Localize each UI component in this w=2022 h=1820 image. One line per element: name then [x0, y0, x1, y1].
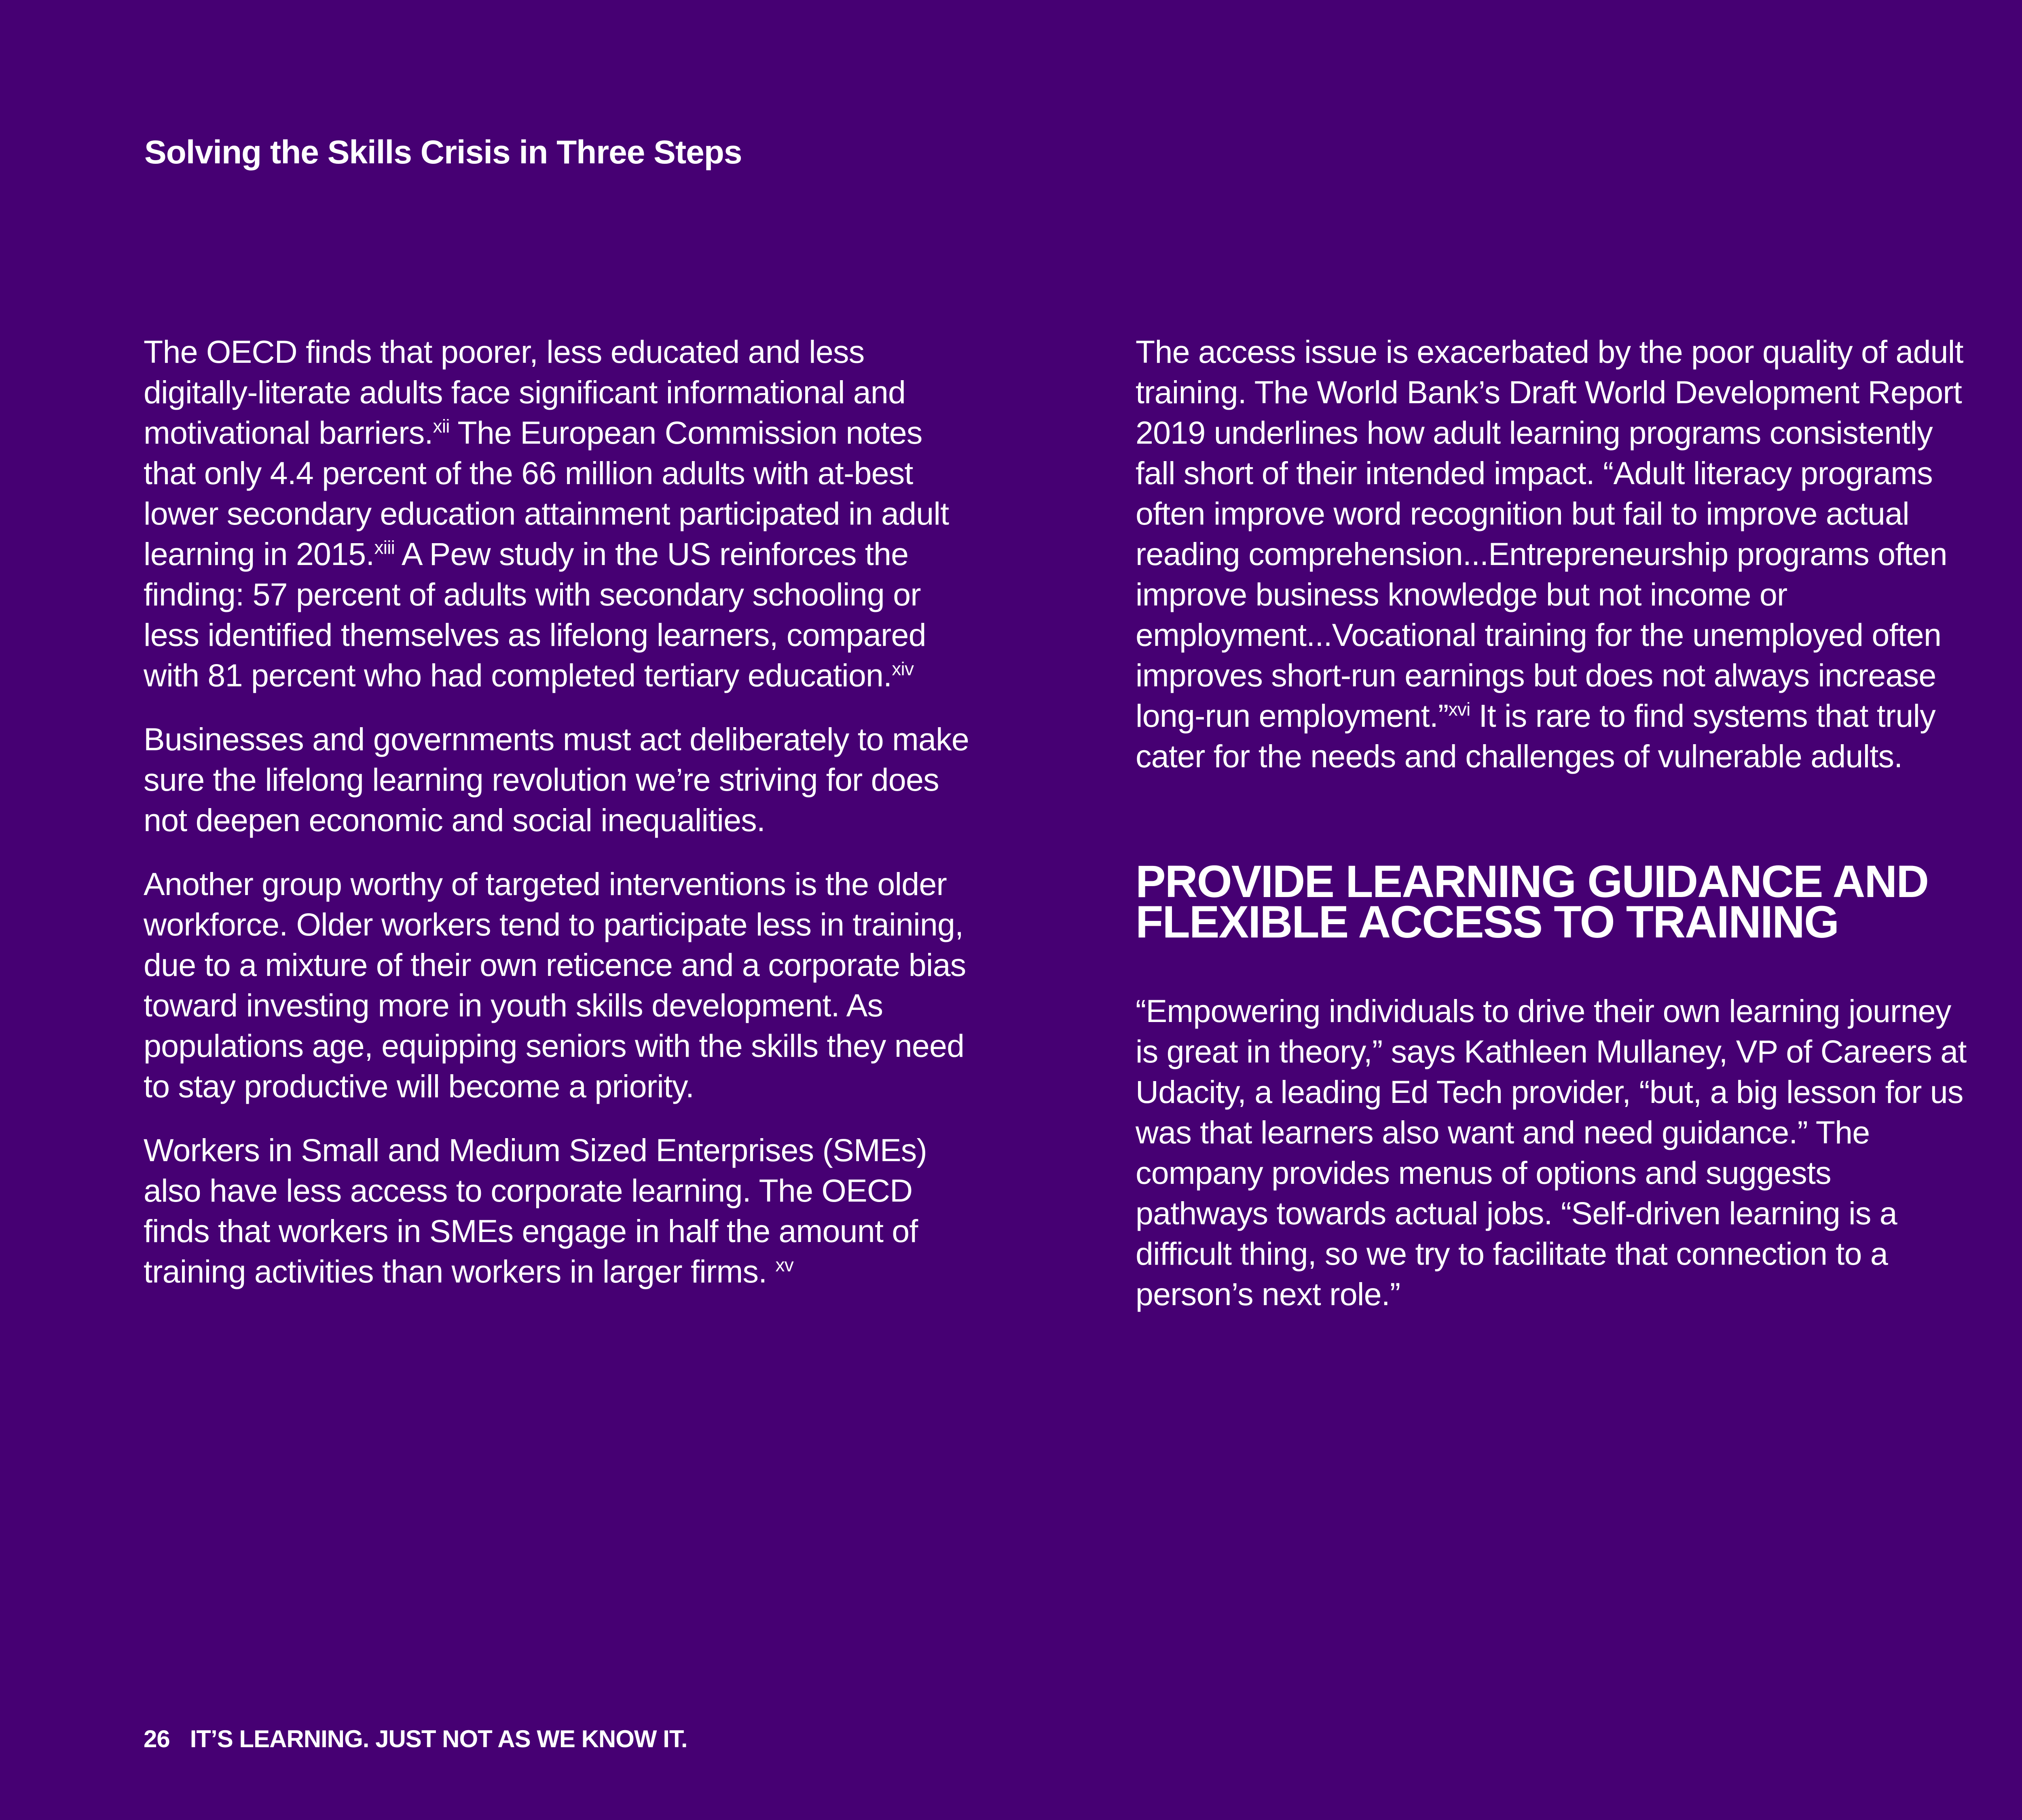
footnote-ref: xii: [433, 415, 450, 437]
paragraph-text: It is rare to find systems that truly cater for the needs and challenges of vulnerable adults.: [1136, 698, 1935, 774]
footnote-ref: xiii: [374, 537, 395, 558]
page-footer: [144, 1725, 687, 1753]
paragraph-text: A Pew study in the US reinforces the finding: 57 percent of adults with secondary schooling or less identified themselves as lifelong learners, compared with 81 percent who had completed tertiary education.: [144, 536, 926, 693]
paragraph: Businesses and governments must act deliberately to make sure the lifelong learning revolution we’re striving for does not deepen economic and social inequalities.: [144, 721, 969, 838]
page-title: Solving the Skills Crisis in Three Steps: [144, 134, 742, 171]
section-heading: PROVIDE LEARNING GUIDANCE AND FLEXIBLE ACCESS TO TRAINING: [1136, 856, 1929, 947]
paragraph: Another group worthy of targeted interventions is the older workforce. Older workers tend to participate less in training, due to a mixture of their own reticence and a corporate bias toward investing more in youth skills development. As populations age, equipping seniors with the skills they need to stay productive will become a priority.: [144, 866, 966, 1104]
footnote-ref: xvi: [1448, 698, 1470, 720]
paragraph-text: The European Commission notes that only 4.4 percent of the 66 million adults with at-best lower secondary education attainment participated in adult learning in 2015.: [144, 415, 949, 572]
footer-text: IT’S LEARNING. JUST NOT AS WE KNOW IT.: [190, 1725, 687, 1752]
footnote-ref: xiv: [892, 658, 914, 679]
left-column: [144, 332, 977, 1315]
paragraph: “Empowering individuals to drive their own learning journey is great in theory,” says Kathleen Mullaney, VP of Careers at Udacity, a leading Ed Tech provider, “but, a big lesson for us was that learners also want and need guidance.” The company provides menus of options and suggests pathways towards actual jobs. “Self-driven learning is a difficult thing, so we try to facilitate that connection to a person’s next role.”: [1136, 993, 1967, 1312]
paragraph: [144, 1130, 977, 1292]
paragraph: [144, 332, 977, 696]
page-number: 26: [144, 1725, 170, 1752]
paragraph-text: The OECD finds that poorer, less educated and less digitally-literate adults face significant informational and motivational barriers.: [144, 334, 906, 451]
paragraph-text: The access issue is exacerbated by the poor quality of adult training. The World Bank’s Draft World Development Report 2019 underlines how adult learning programs consistently fall short of their intended impact. “Adult literacy programs often improve word recognition but fail to improve actual reading comprehension...Entrepreneurship programs often improve business knowledge but not income or employment...Vocational training for the unemployed often improves short-run earnings but does not always increase long-run employment.”: [1136, 334, 1963, 734]
paragraph: [1136, 332, 1969, 777]
footnote-ref: xv: [775, 1254, 793, 1276]
paragraph-text: Workers in Small and Medium Sized Enterprises (SMEs) also have less access to corporate learning. The OECD finds that workers in SMEs engage in half the amount of training activities than workers in larger firms.: [144, 1132, 927, 1289]
middle-column: [1136, 332, 1969, 1338]
